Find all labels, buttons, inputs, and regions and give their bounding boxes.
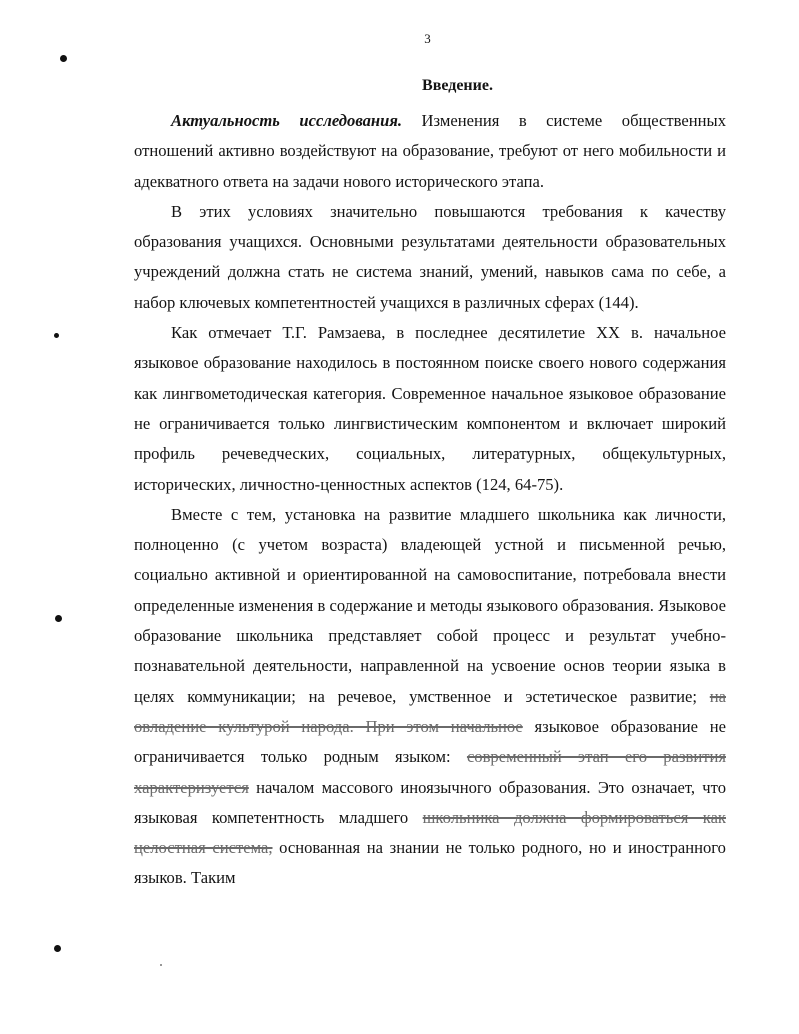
scan-mark-bottom [54, 945, 61, 952]
paragraph-text: началом массового иноязычного образования. Это означает, что языковая компетентность младшего [134, 777, 726, 827]
page-number: 3 [424, 31, 431, 46]
paragraph-requirements: В этих условиях значительно повышаются требования к качеству образования учащихся. Основными результатами деятельности образовательных учреждений должна стать не система знаний, умений, навыков сама по себе, а набор ключевых компетентностей учащихся в различных сферах (144). [134, 201, 726, 312]
paragraph-text: Вместе с тем, установка на развитие младшего школьника как личности, полноценно (с учетом возраста) владеющей устной и письменной речью, социально активной и ориентированной на самовоспитание, потребовала внести определенные изменения в содержание и методы языкового образования. Языковое образование школьника представляет собой процесс и результат учебно-познавательной деятельности, направленной на усвоение основ теории языка в целях коммуникации; на речевое, умственное и эстетическое развитие; [134, 504, 726, 706]
faded-text: современный этап его развития характеризуется [134, 747, 726, 797]
scan-speck [160, 964, 162, 966]
section-heading: Введение. [422, 77, 493, 94]
paragraph-lead: Актуальность исследования. [171, 111, 403, 130]
scan-mark-lower-middle [55, 615, 62, 622]
paragraph-text: основанная на знании не только родного, но и иностранного языков. Таким [134, 838, 726, 888]
scan-mark-top [60, 55, 67, 62]
paragraph-relevance [134, 106, 726, 197]
paragraph-development [134, 500, 726, 894]
paragraph-ramzaeva: Как отмечает Т.Г. Рамзаева, в последнее десятилетие XX в. начальное языковое образование находилось в постоянном поиске своего нового содержания как лингвометодическая категория. Современное начальное языковое образование не ограничивается только лингвистическим компонентом и включает широкий профиль речеведческих, социальных, литературных, общекультурных, исторических, личностно-ценностных аспектов (124, 64-75). [134, 323, 726, 494]
scan-mark-upper-middle [54, 333, 59, 338]
document-body [134, 106, 726, 894]
faded-text: на овладение культурой народа. При этом начальное [134, 686, 726, 736]
faded-text: школьника должна формироваться как целостная система, [134, 807, 726, 858]
paragraph-text: языковое образование не ограничивается только родным языком: [134, 716, 726, 767]
paragraph-text: Изменения в системе общественных отношений активно воздействуют на образование, требуют от него мобильности и адекватного ответа на задачи нового исторического этапа. [134, 111, 726, 191]
